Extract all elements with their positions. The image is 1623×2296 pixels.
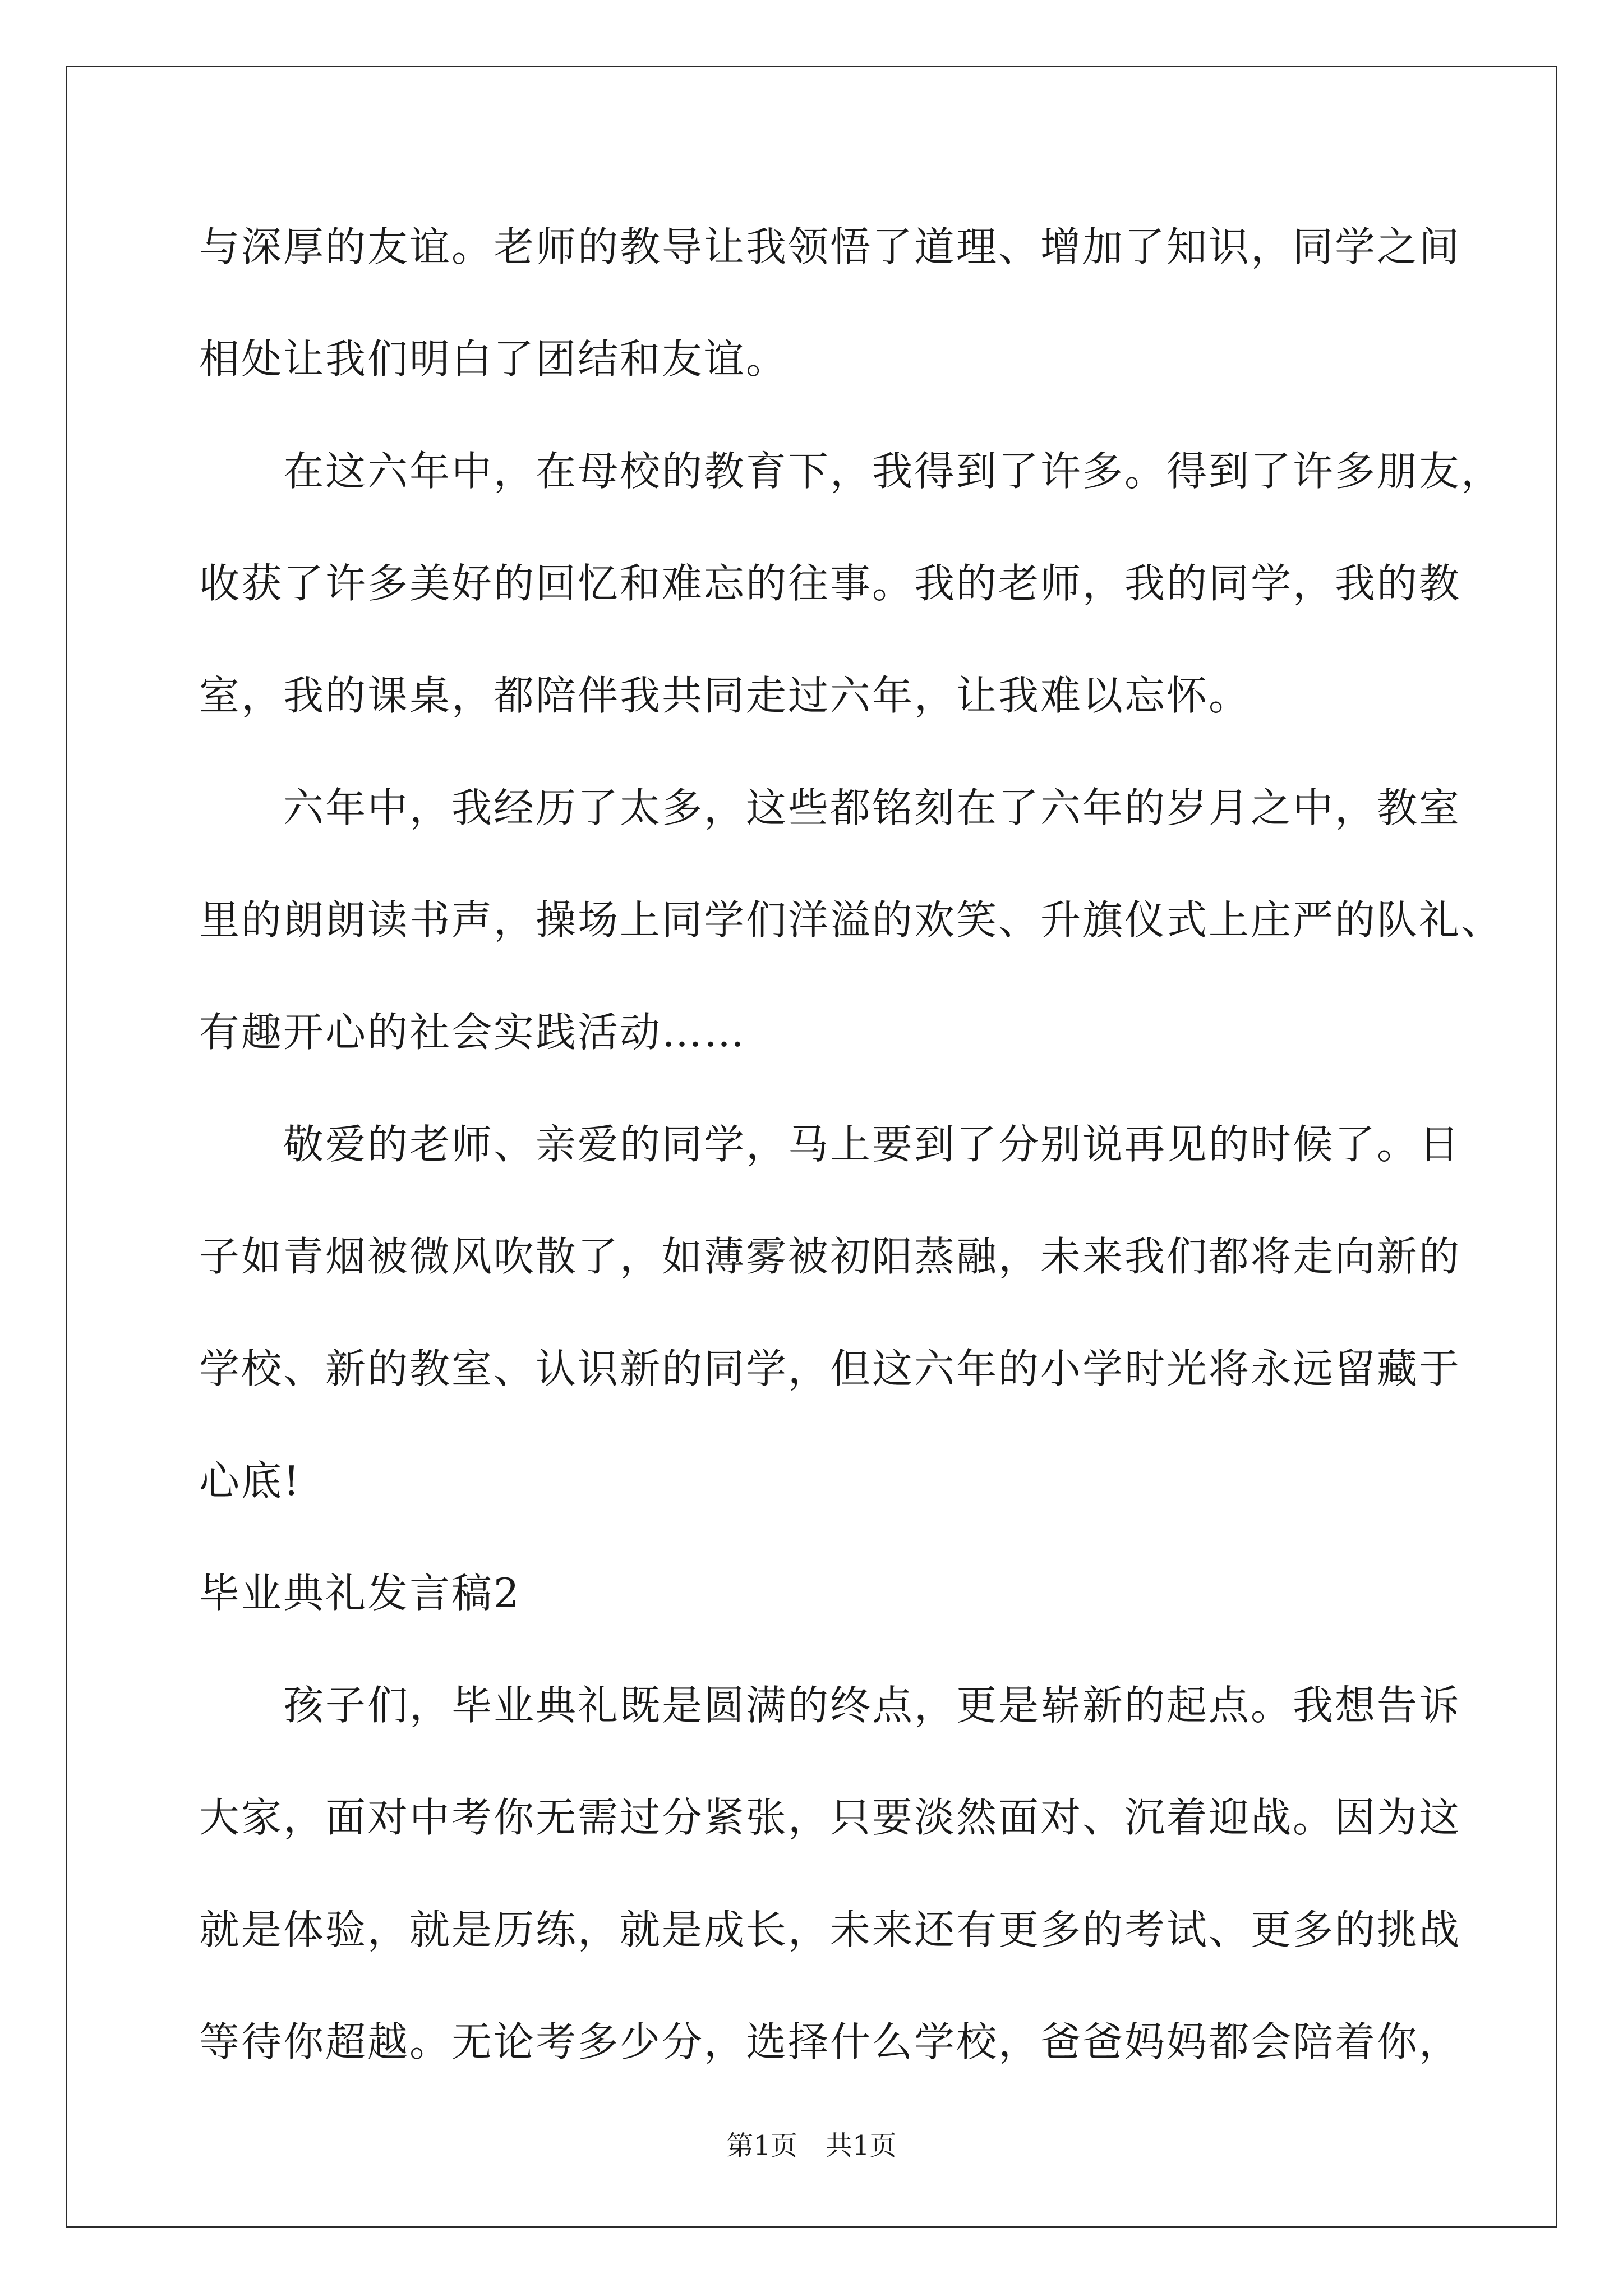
paragraph-start-line: 孩子们，毕业典礼既是圆满的终点，更是崭新的起点。我想告诉	[283, 1682, 1461, 1729]
text-line: 心底!	[199, 1457, 301, 1504]
page-footer	[0, 2129, 1623, 2162]
text-line: 有趣开心的社会实践活动……	[199, 1009, 746, 1056]
paragraph-start-line: 在这六年中，在母校的教育下，我得到了许多。得到了许多朋友，	[283, 448, 1504, 495]
document-body	[199, 219, 1504, 2126]
text-line: 大家，面对中考你无需过分紧张，只要淡然面对、沉着迎战。因为这	[199, 1794, 1461, 1841]
text-line: 就是体验，就是历练，就是成长，未来还有更多的考试、更多的挑战	[199, 1906, 1461, 1953]
page-number-current: 第1页	[726, 2130, 797, 2161]
text-line: 与深厚的友谊。老师的教导让我领悟了道理、增加了知识，同学之间	[199, 223, 1461, 270]
text-line: 收获了许多美好的回忆和难忘的往事。我的老师，我的同学，我的教	[199, 560, 1461, 607]
text-line: 等待你超越。无论考多少分，选择什么学校，爸爸妈妈都会陪着你，	[199, 2018, 1461, 2065]
section-heading: 毕业典礼发言稿2	[199, 1570, 521, 1617]
text-line: 子如青烟被微风吹散了，如薄雾被初阳蒸融，未来我们都将走向新的	[199, 1233, 1461, 1280]
text-line: 室，我的课桌，都陪伴我共同走过六年，让我难以忘怀。	[199, 672, 1251, 719]
page-number-total: 共1页	[826, 2130, 897, 2161]
text-line: 里的朗朗读书声，操场上同学们洋溢的欢笑、升旗仪式上庄严的队礼、	[199, 896, 1504, 944]
paragraph-start-line: 敬爱的老师、亲爱的同学，马上要到了分别说再见的时候了。日	[283, 1121, 1461, 1168]
paragraph-start-line: 六年中，我经历了太多，这些都铭刻在了六年的岁月之中，教室	[283, 784, 1461, 831]
text-line: 相处让我们明白了团结和友谊。	[199, 335, 789, 383]
text-line: 学校、新的教室、认识新的同学，但这六年的小学时光将永远留藏于	[199, 1345, 1461, 1392]
